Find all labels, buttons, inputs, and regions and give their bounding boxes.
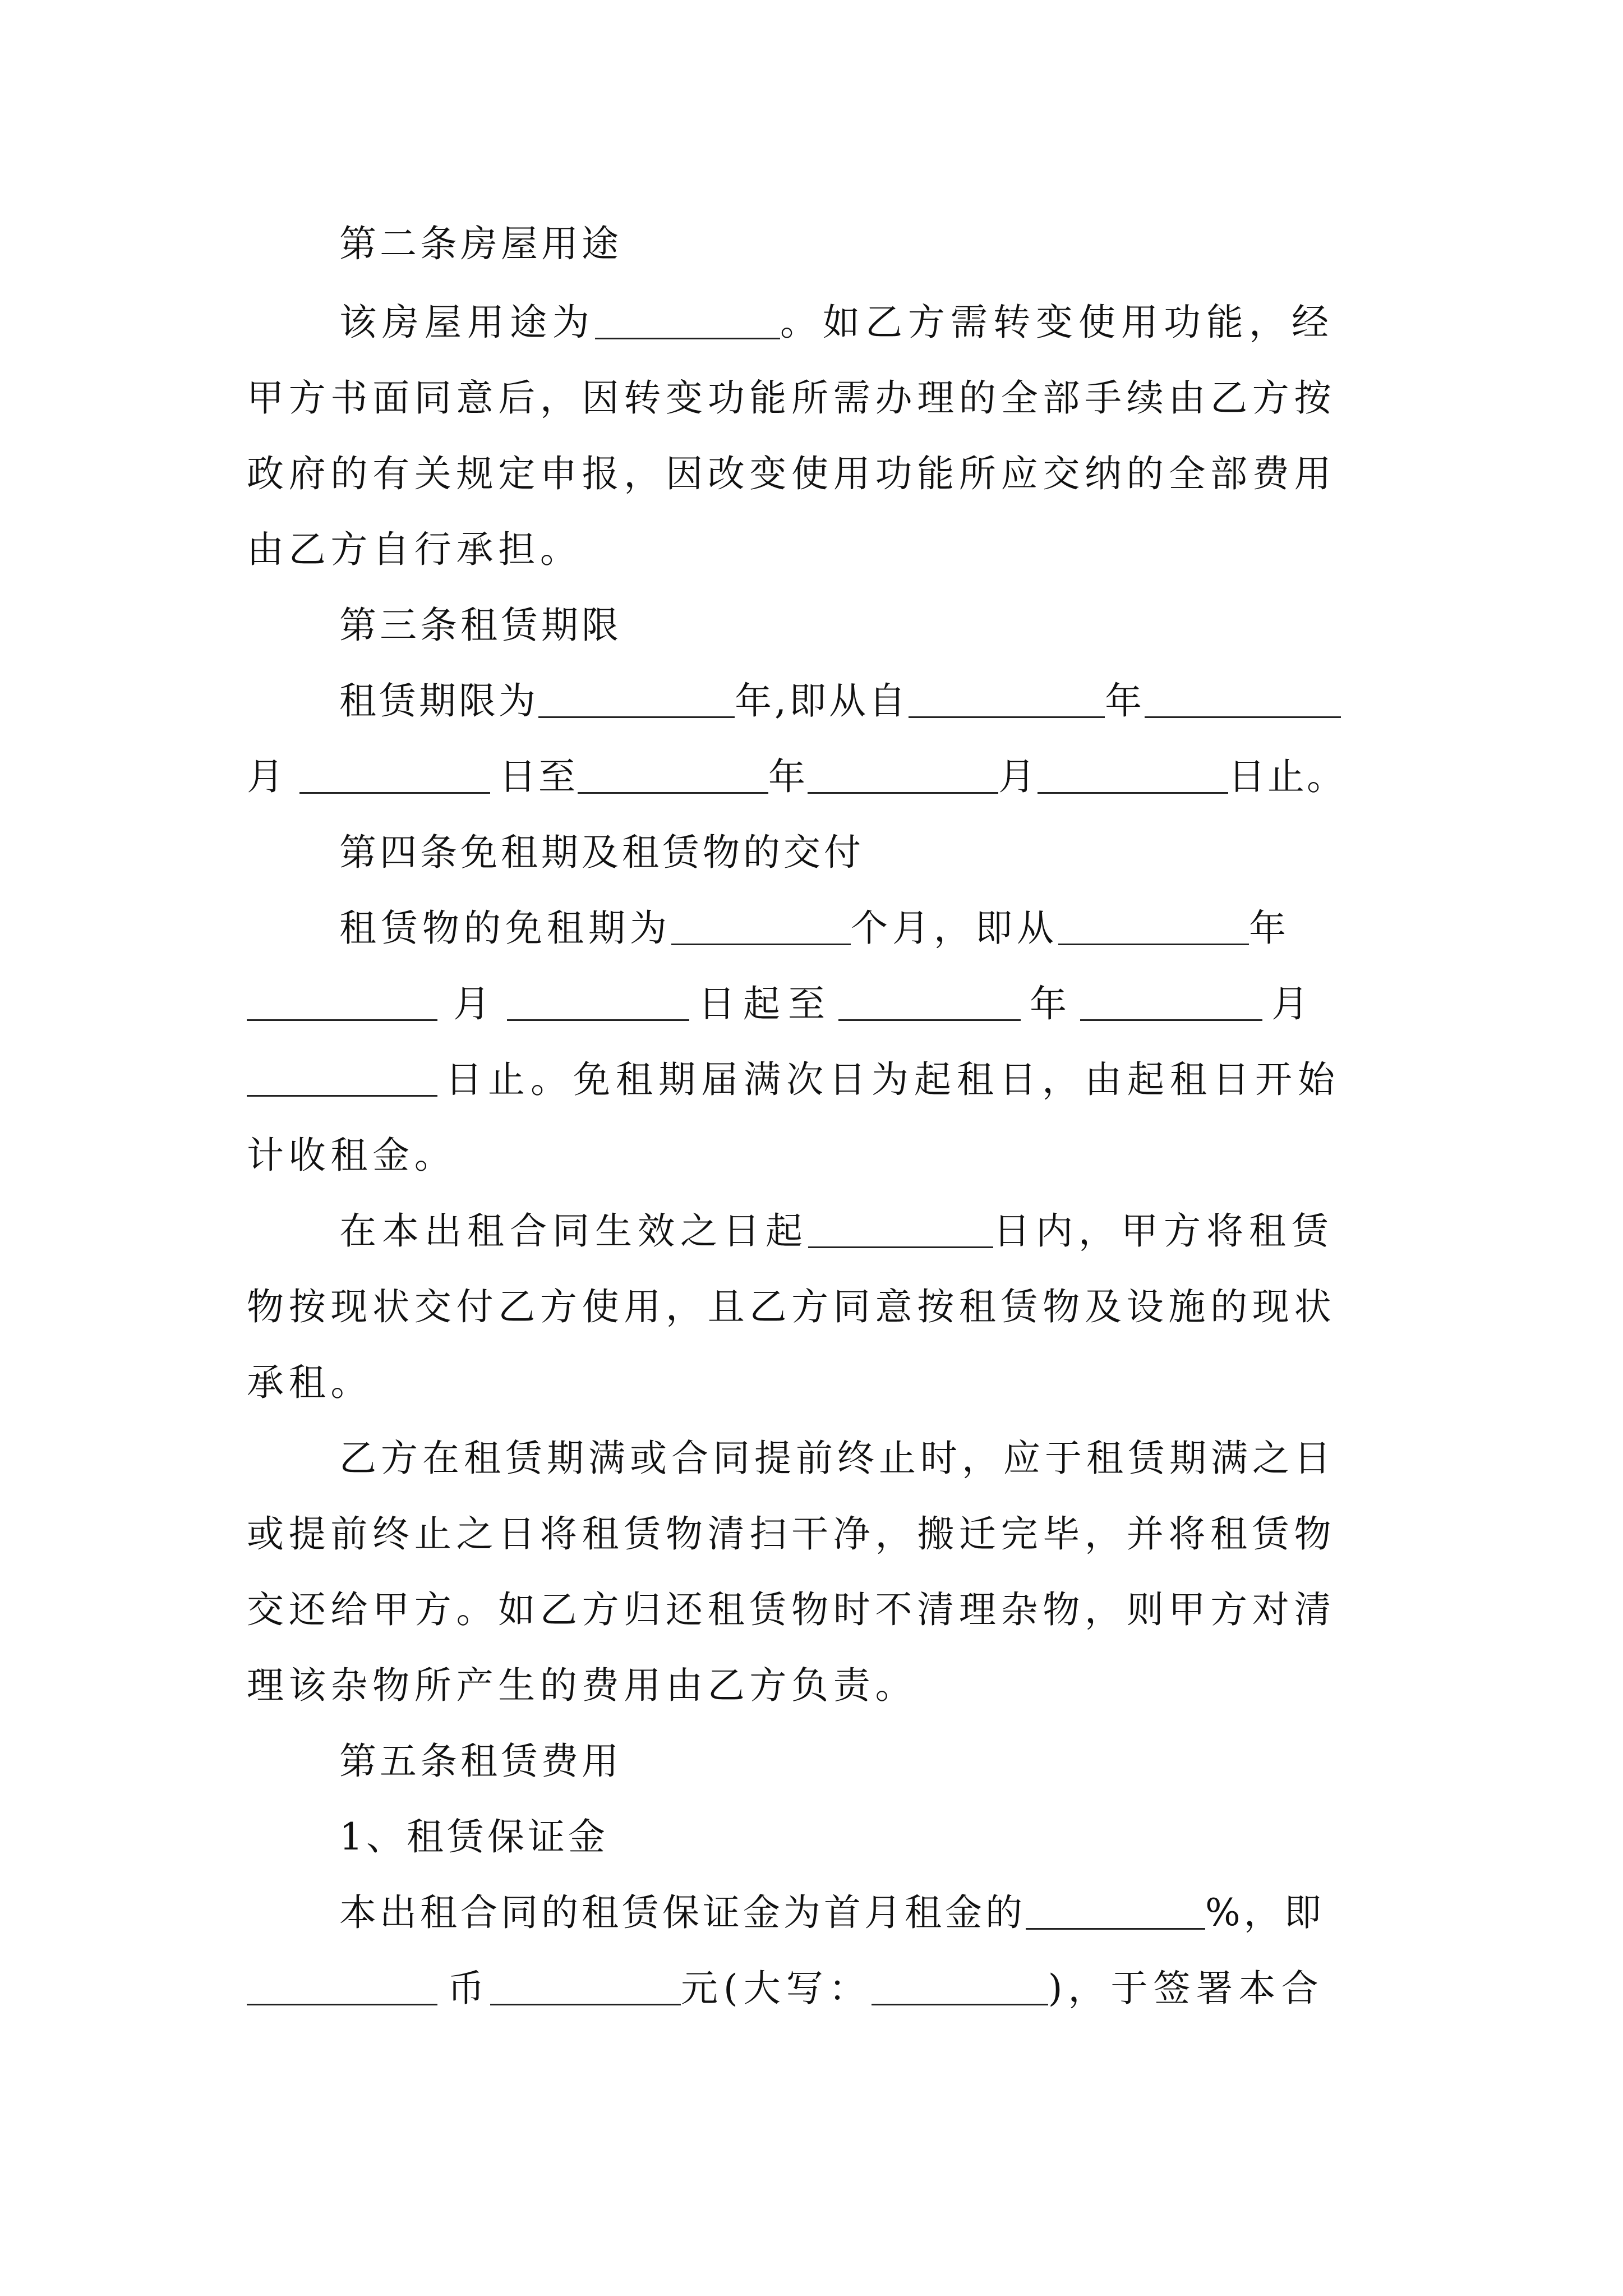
article-4-heading: 第四条免租期及租赁物的交付 — [339, 831, 864, 874]
fill-in-blank — [595, 302, 780, 339]
fill-in-blank — [872, 1968, 1048, 2005]
text-segment: 月 — [453, 982, 498, 1025]
fill-in-blank — [247, 983, 437, 1021]
paragraph-line: 由乙方自行承担。 — [247, 528, 582, 571]
paragraph-line — [247, 970, 1391, 1038]
fill-in-blank — [299, 756, 490, 794]
fill-in-blank — [671, 908, 851, 945]
paragraph-line: 物按现状交付乙方使用，且乙方同意按租赁物及设施的现状 — [247, 1285, 1336, 1328]
paragraph-line — [339, 668, 1405, 735]
article-2-heading: 第二条房屋用途 — [339, 222, 622, 265]
paragraph-line: 甲方书面同意后，因转变功能所需办理的全部手续由乙方按 — [247, 376, 1336, 420]
paragraph-line: 政府的有关规定申报，因改变使用功能所应交纳的全部费用 — [247, 452, 1336, 495]
paragraph-line: 承租。 — [247, 1361, 373, 1404]
fill-in-blank — [808, 1211, 993, 1248]
text-segment: 年,即从自 — [735, 679, 909, 723]
paragraph-line — [339, 1198, 1405, 1265]
text-segment: 日至 — [499, 755, 578, 798]
text-segment: 日止。免租期届满次日为起租日，由起租日开始 — [445, 1058, 1340, 1101]
fill-in-blank — [909, 680, 1105, 718]
text-segment: 月 — [1271, 982, 1316, 1025]
fill-in-blank — [1058, 908, 1249, 945]
paragraph-line — [247, 1046, 1391, 1114]
fill-in-blank — [490, 1968, 681, 2005]
fill-in-blank — [507, 983, 689, 1021]
article-5-heading: 第五条租赁费用 — [339, 1740, 622, 1783]
text-segment: 年 — [1249, 907, 1290, 950]
text-segment: 元(大写： — [681, 1967, 872, 2010]
fill-in-blank — [538, 680, 735, 718]
text-segment: )，于签署本合 — [1048, 1967, 1324, 2010]
paragraph-line: 交还给甲方。如乙方归还租赁物时不清理杂物，则甲方对清 — [247, 1588, 1336, 1631]
fill-in-blank — [808, 756, 998, 794]
paragraph-line — [339, 289, 1405, 356]
paragraph-line — [339, 895, 1405, 962]
fill-in-blank — [247, 1059, 437, 1097]
paragraph-line: 理该杂物所产生的费用由乙方负责。 — [247, 1664, 917, 1707]
text-segment: 年 — [768, 755, 808, 798]
text-segment: 日止。 — [1228, 755, 1346, 798]
text-segment: 币 — [448, 1967, 490, 2010]
text-segment: 该房屋用途为 — [339, 301, 595, 344]
text-segment: 租赁期限为 — [339, 679, 538, 723]
text-segment: 租赁物的免租期为 — [339, 907, 671, 950]
text-segment: 在本出租合同生效之日起 — [339, 1209, 808, 1253]
text-segment: 日内，甲方将租赁 — [993, 1209, 1334, 1253]
text-segment: 年 — [1030, 982, 1075, 1025]
fill-in-blank — [838, 983, 1021, 1021]
text-segment: 年 — [1104, 679, 1145, 723]
paragraph-line — [247, 1955, 1391, 2022]
fill-in-blank — [1080, 983, 1262, 1021]
paragraph-line — [247, 743, 1391, 811]
text-segment: %，即 — [1205, 1891, 1325, 1934]
text-segment: 本出租合同的租赁保证金为首月租金的 — [339, 1891, 1026, 1934]
article-3-heading: 第三条租赁期限 — [339, 604, 622, 647]
section-1-heading: 1、租赁保证金 — [339, 1815, 608, 1858]
paragraph-line — [339, 1879, 1405, 1947]
paragraph-line: 乙方在租赁期满或合同提前终止时，应于租赁期满之日 — [339, 1437, 1335, 1480]
text-segment: 。如乙方需转变使用功能，经 — [780, 301, 1334, 344]
paragraph-line: 计收租金。 — [247, 1134, 457, 1177]
text-segment: 月 — [247, 755, 286, 798]
fill-in-blank — [1145, 680, 1341, 718]
text-segment: 日起至 — [698, 982, 833, 1025]
text-segment: 个月，即从 — [851, 907, 1058, 950]
fill-in-blank — [578, 756, 768, 794]
text-segment: 月 — [998, 755, 1038, 798]
paragraph-line: 或提前终止之日将租赁物清扫干净，搬迁完毕，并将租赁物 — [247, 1512, 1336, 1556]
fill-in-blank — [1038, 756, 1228, 794]
fill-in-blank — [1026, 1892, 1205, 1930]
fill-in-blank — [247, 1968, 437, 2005]
